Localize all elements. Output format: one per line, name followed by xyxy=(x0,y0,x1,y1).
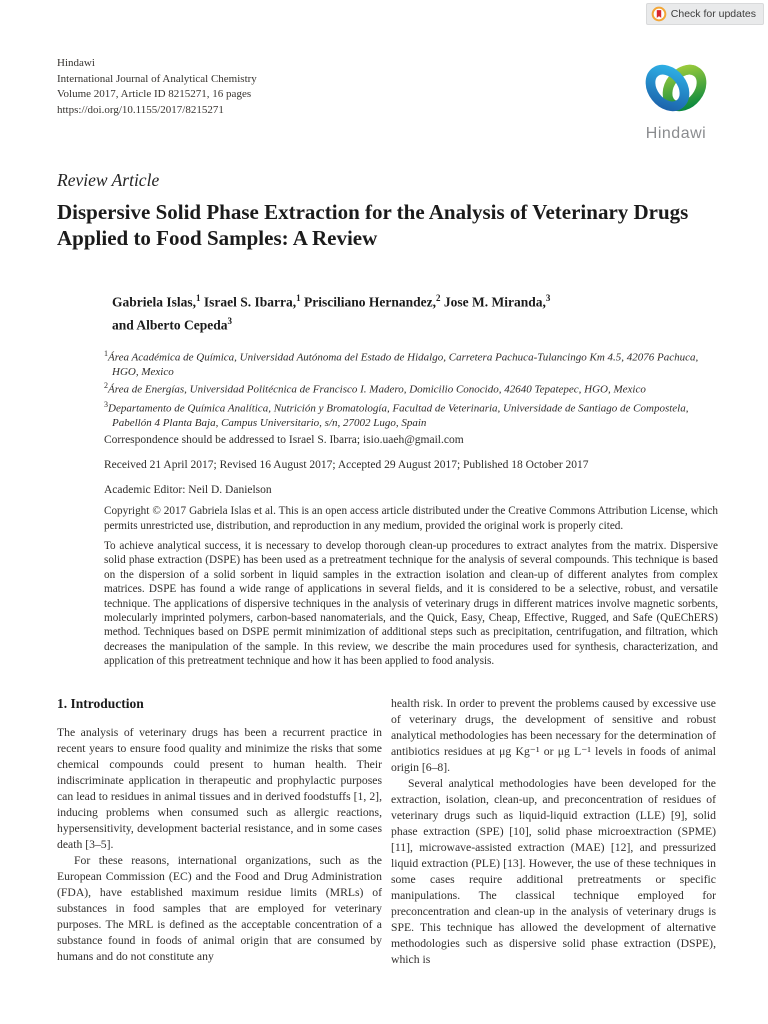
article-history: Received 21 April 2017; Revised 16 August 2017; Accepted 29 August 2017; Published 18 October 2017 xyxy=(104,459,589,471)
affiliation xyxy=(104,379,704,398)
academic-editor: Academic Editor: Neil D. Danielson xyxy=(104,484,272,496)
article-type-label: Review Article xyxy=(57,170,160,190)
correspondence-line xyxy=(104,434,718,446)
author-affil-ref: 3 xyxy=(545,293,551,303)
author-affil-ref: 1 xyxy=(196,293,201,303)
affiliation-text: Departamento de Química Analítica, Nutrición y Bromatología, Facultad de Veterinaria, Universidade de Santiago de Compostela, Pabellón 4 Planta Baja, Campus Universitario, s/n, 27002 Lugo, Spain xyxy=(108,402,689,429)
author-affil-ref: 2 xyxy=(436,293,441,303)
left-column xyxy=(57,696,382,965)
affiliation-text: Área de Energías, Universidad Politécnica de Francisco I. Madero, Domicilio Conocido, 42640 Tepatepec, HGO, Mexico xyxy=(108,384,646,397)
crossmark-icon xyxy=(651,6,667,22)
affiliation-number: 2 xyxy=(104,381,108,391)
affiliation-number: 1 xyxy=(104,349,108,358)
section-heading: 1. Introduction xyxy=(57,696,144,711)
copyright-notice: Copyright © 2017 Gabriela Islas et al. This is an open access article distributed under the Creative Commons Attribution License, which permits unrestricted use, distribution, and reproduction in any medium, provided the original work is properly cited. xyxy=(104,505,718,532)
affiliation xyxy=(104,347,704,379)
affiliation-number: 3 xyxy=(104,400,108,410)
hindawi-wordmark: Hindawi xyxy=(645,125,707,142)
body-paragraph: Several analytical methodologies have been developed for the extraction, isolation, clean-up, and preconcentration of residues of veterinary drugs such as liquid-liquid extraction (LLE) [9], solid phase extraction (SPE) [10], solid phase microextraction (SPME) [11], microwave-assisted extraction (MAE) [12], and pressurized liquid extraction (PLE) [13]. However, the use of these techniques in some cases require additional pretreatments or specific manipulations. The classical technique employed for preconcentration and clean-up in the analysis of veterinary drugs is SPE. This technique has allowed the development of alternative methodologies such as dispersive solid phase extraction (DSPE), which is xyxy=(391,777,716,966)
right-column xyxy=(391,696,716,968)
author-name: and Alberto Cepeda xyxy=(112,317,228,332)
article-title: Dispersive Solid Phase Extraction for the Analysis of Veterinary Drugs Applied to Food Samples: A Review xyxy=(57,200,689,250)
body-paragraph: The analysis of veterinary drugs has been a recurrent practice in recent years to ensure food quality and minimize the risks that some chemical compounds could present to human health. Their indiscriminate application in therapeutic and prophylactic purposes can lead to residues in animal tissues and in derived foodstuffs [1, 2], inducing problems when consumed such as allergic reactions, hypersensitivity, development bacterial resistance, and in some cases death [3–5]. xyxy=(57,726,382,851)
affiliations xyxy=(104,347,704,431)
publisher-name: Hindawi xyxy=(57,57,95,69)
author-affil-ref: 1 xyxy=(296,293,301,303)
journal-name: International Journal of Analytical Chemistry xyxy=(57,72,257,85)
abstract-text: To achieve analytical success, it is necessary to develop thorough clean-up procedures to extract analytes from the matrix. Dispersive solid phase extraction (DSPE) has been used as a pretreatment technique for the analysis of several compounds. This technique is based on the dispersion of a solid sorbent in liquid samples in the extraction isolation and clean-up of different analytes from complex matrices. DSPE has found a wide range of applications in several fields, and it is considered to be a selective, robust, and versatile technique. The applications of dispersive techniques in the analysis of veterinary drugs in different matrices involve magnetic sorbents, molecularly imprinted polymers, carbon-based nanomaterials, and the Quick, Easy, Cheap, Effective, Rugged, and Safe (QuEChERS) method. Techniques based on DSPE permit minimization of additional steps such as precipitation, centrifugation, and filtration, which decreases the manipulation of the sample. In this review, we describe the main procedures used for synthesis, characterization, and application of this pretreatment technique and how it has been applied to food analysis. xyxy=(104,540,718,668)
volume-info: Volume 2017, Article ID 8215271, 16 pages xyxy=(57,88,252,100)
body-paragraph: health risk. In order to prevent the problems caused by excessive use of veterinary drugs, the development of sensitive and robust analytical methodologies has been necessary for the determination of antibiotics residues at μg Kg⁻¹ or μg L⁻¹ levels in foods of animal origin [6–8]. xyxy=(391,697,716,774)
author-name: Jose M. Miranda, xyxy=(443,294,546,310)
correspondence-email-link[interactable]: isio.uaeh@gmail.com xyxy=(363,434,464,446)
author-name: Gabriela Islas, xyxy=(112,294,197,310)
author-affil-ref: 3 xyxy=(227,315,233,326)
authors-line xyxy=(112,289,712,334)
hindawi-rings-icon xyxy=(636,106,716,123)
introduction-section xyxy=(57,696,716,968)
author-name: Prisciliano Hernandez, xyxy=(304,294,437,310)
correspondence-text: Correspondence should be addressed to Israel S. Ibarra; xyxy=(104,434,363,446)
journal-masthead xyxy=(57,56,257,118)
check-for-updates-button[interactable] xyxy=(646,3,764,25)
check-for-updates-label: Check for updates xyxy=(670,8,756,20)
affiliation-text: Área Académica de Química, Universidad Autónoma del Estado de Hidalgo, Carretera Pachuca-Tulancingo Km 4.5, 42076 Pachuca, HGO, Mexico xyxy=(108,351,699,378)
author-name: Israel S. Ibarra, xyxy=(203,294,297,310)
hindawi-logo xyxy=(634,57,718,143)
doi-link[interactable]: https://doi.org/10.1155/2017/8215271 xyxy=(57,103,224,116)
affiliation xyxy=(104,398,704,430)
body-paragraph: For these reasons, international organizations, such as the European Commission (EC) and the Food and Drug Administration (FDA), have established maximum residue limits (MRLs) of substances in food samples that are employed for veterinary purposes. The MRL is defined as the acceptable concentration of a substance found in foods of animal origin that are consumed by humans and do not constitute any xyxy=(57,854,382,963)
